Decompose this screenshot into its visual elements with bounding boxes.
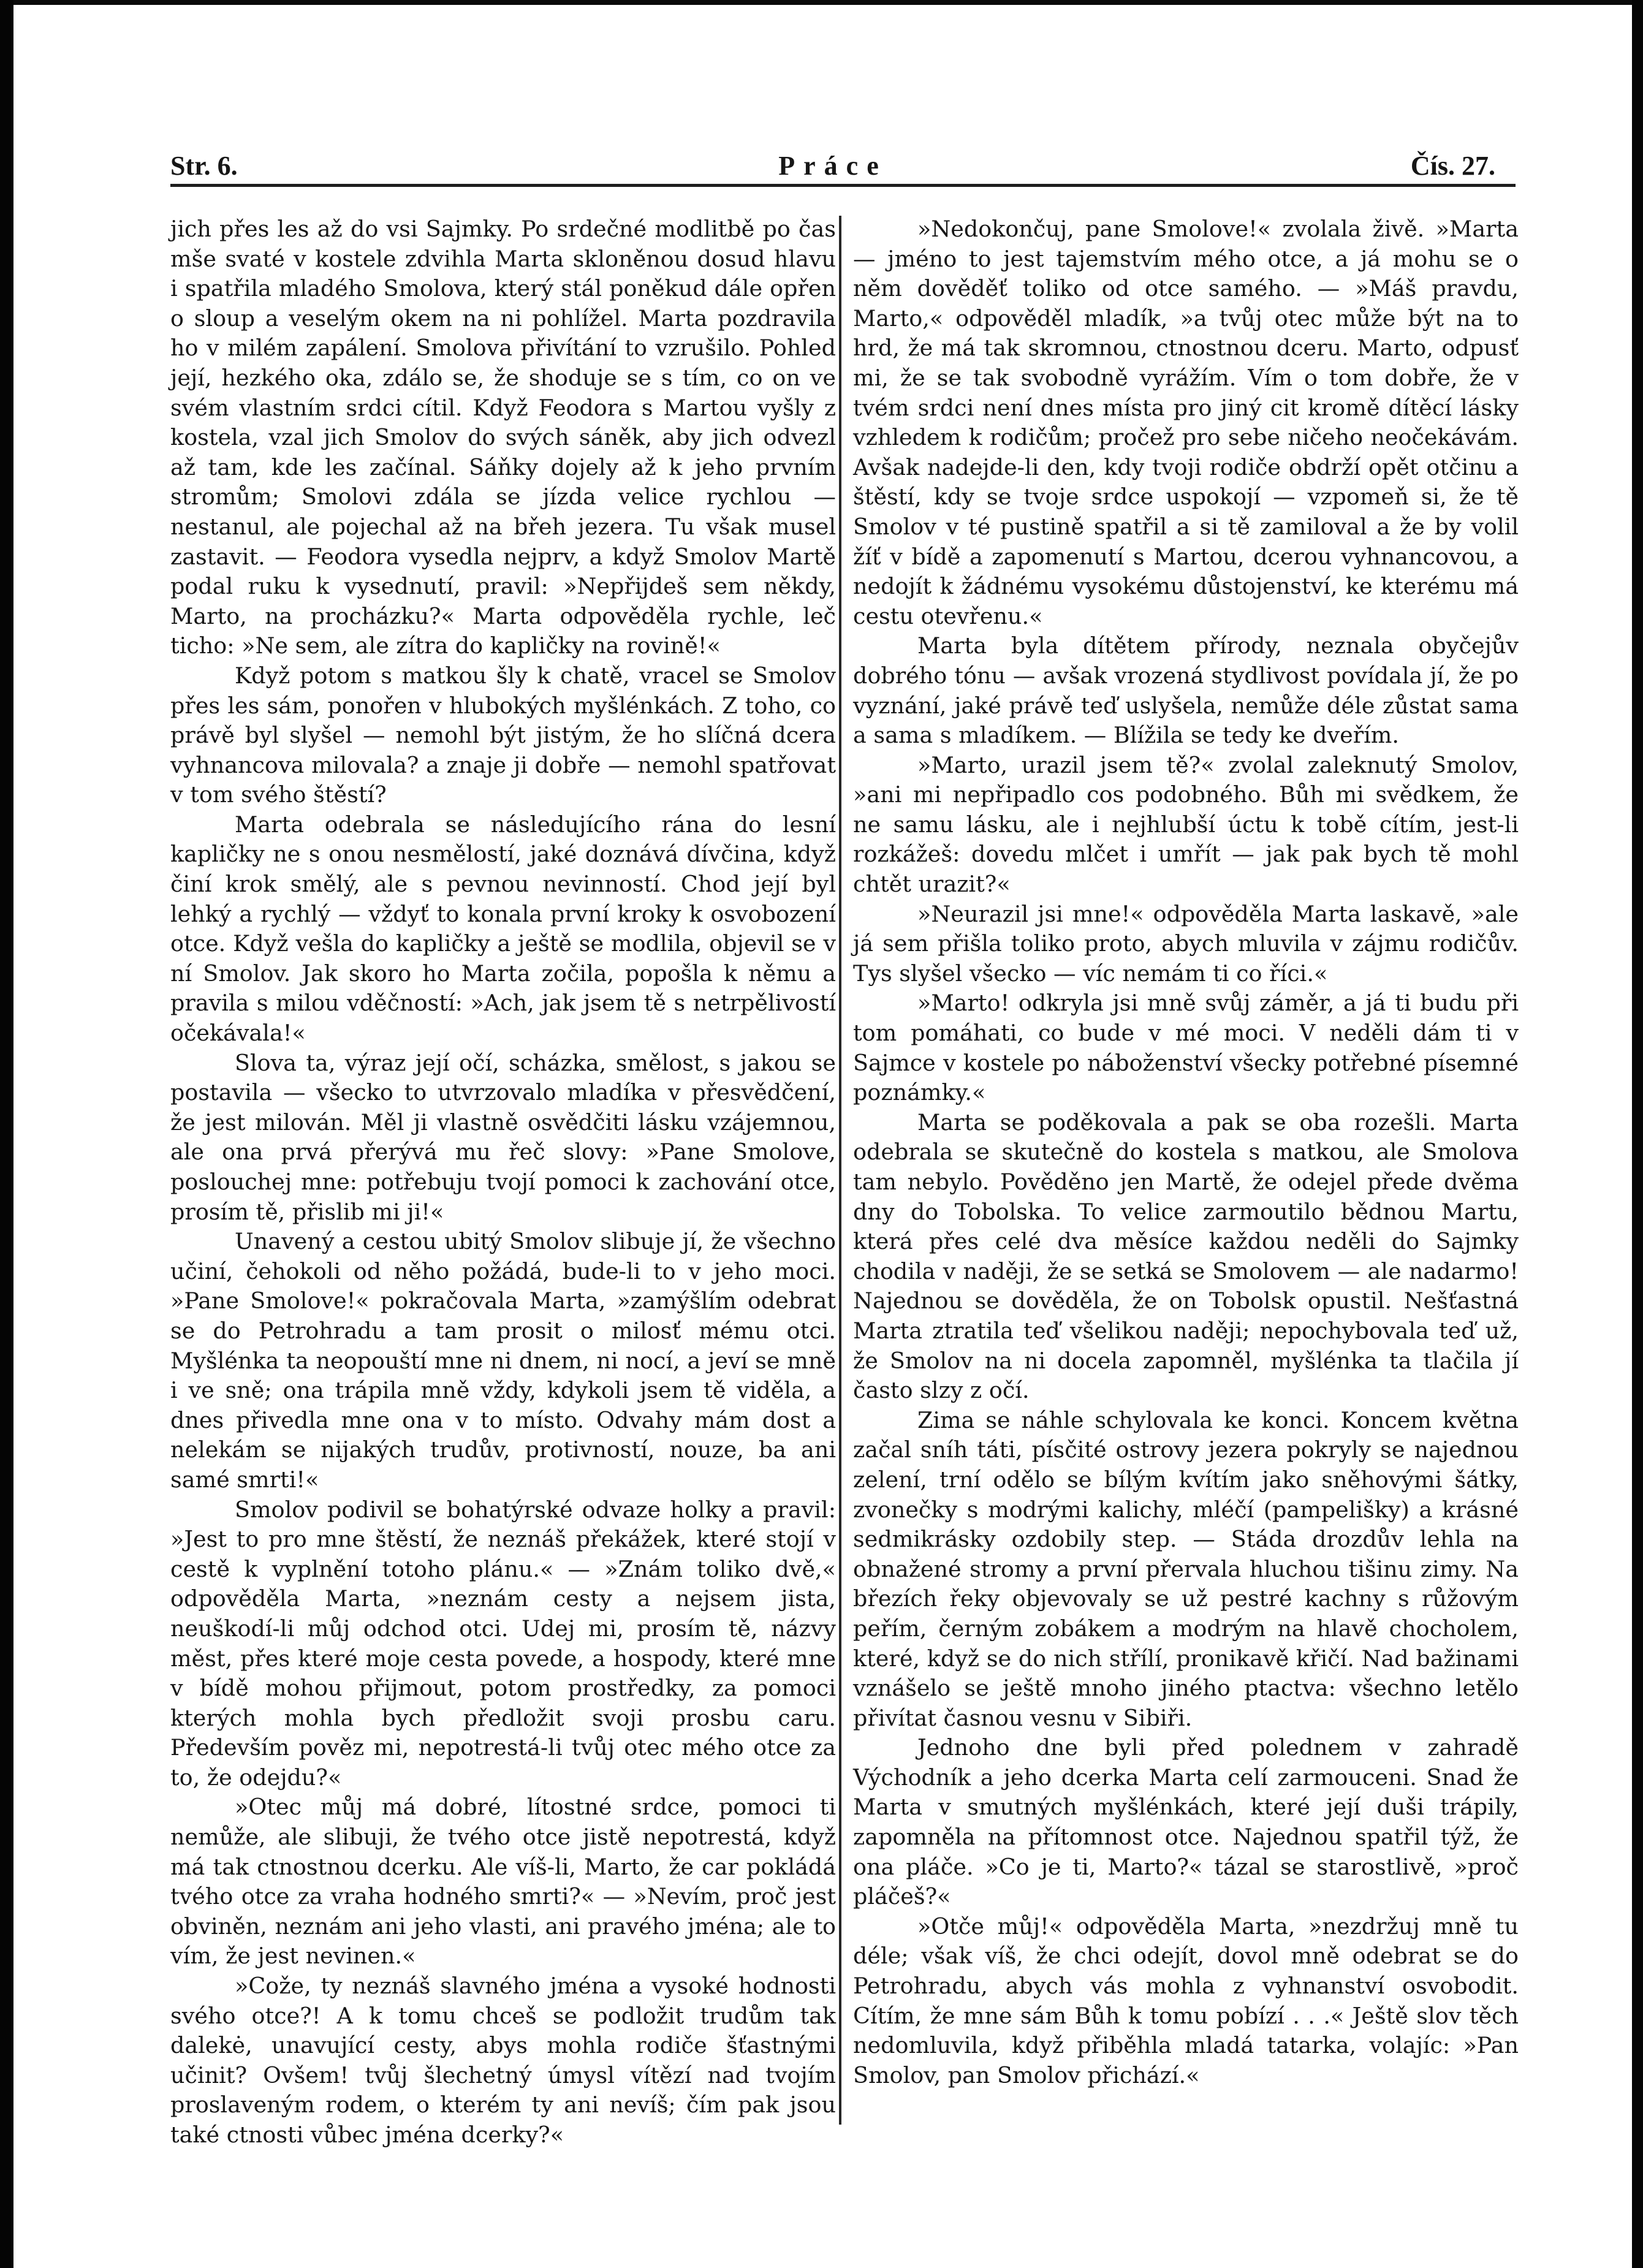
scan-left-edge (0, 0, 13, 2268)
paragraph: Slova ta, výraz její očí, scházka, smělost, s jakou se postavila — všecko to utvrzovalo mladíka v přesvědčení, že jest milován. Měl ji vlastně osvědčiti lásku vzájemnou, ale ona prvá přerývá mu řeč slovy: »Pane Smolove, poslouchej mne: potřebuju tvojí pomoci k zachování otce, prosím tě, přislib mi ji!« (170, 1049, 836, 1225)
paragraph: Zima se náhle schylovala ke konci. Koncem května začal sníh táti, písčité ostrovy jezera pokryly se najednou zelení, trní odělo se bílým kvítím jako sněhovými šátky, zvonečky s modrými kalichy, mléčí (pampelišky) a krásné sedmikrásky ozdobily step. — Stáda drozdův lehla na obnažené stromy a první přervala hluchou tišinu zimy. Na březích řeky objevovaly se už pestré kachny s růžovým peřím, černým zobákem a modrým na hlavě chocholem, které, když se do nich střílí, pronikavě křičí. Nad bažinami vznášelo se ještě mnoho jiného ptactva: všechno letělo přivítat časnou vesnu v Sibiři. (853, 1406, 1519, 1731)
paragraph: Když potom s matkou šly k chatě, vracel se Smolov přes les sám, ponořen v hlubokých myšlénkách. Z toho, co právě byl slyšel — nemohl být jistým, že ho slíčná dcera vyhnancova milovala? a znaje ji dobře — nemohl spatřovat v tom svého štěstí? (170, 662, 836, 808)
left-column (170, 214, 836, 2148)
header-rule (170, 184, 1516, 187)
issue-number: Čís. 27. (1410, 151, 1495, 181)
paragraph: Marta odebrala se následujícího rána do lesní kapličky ne s onou nesmělostí, jaké doznává dívčina, když činí krok smělý, ale s pevnou nevinností. Chod její byl lehký a rychlý — vždyť to konala první kroky k osvobození otce. Když vešla do kapličky a ještě se modlila, objevil se v ní Smolov. Jak skoro ho Marta zočila, popošla k němu a pravila s milou vděčností: »Ach, jak jsem tě s netrpělivostí očekávala!« (170, 811, 836, 1047)
paragraph: »Neurazil jsi mne!« odpověděla Marta laskavě, »ale já sem přišla toliko proto, abych mluvila v zájmu rodičův. Tys slyšel všecko — víc nemám ti co říci.« (853, 900, 1519, 987)
page-number: Str. 6. (170, 151, 238, 181)
paragraph: »Cože, ty neznáš slavného jména a vysoké hodnosti svého otce?! A k tomu chceš se podložit trudům tak dalekė, unavující cesty, abys mohla rodiče šťastnými učinit? Ovšem! tvůj šlechetný úmysl vítězí nad tvojím proslaveným rodem, o kterém ty ani nevíš; čím pak jsou také ctnosti vůbec jména dcerky?« (170, 1973, 836, 2148)
newspaper-title: Práce (778, 151, 887, 181)
paragraph: Smolov podivil se bohatýrské odvaze holky a pravil: »Jest to pro mne štěstí, že neznáš překážek, které stojí v cestě k vyplnění totoho plánu.« — »Znám toliko dvě,« odpověděla Marta, »neznám cesty a nejsem jista, neuškodí-li můj odchod otci. Udej mi, prosím tě, názvy měst, přes které moje cesta povede, a hospody, které mne v bídě mohou přijmout, potom prostředky, za pomoci kterých mohla bych předložit svoji prosbu caru. Především pověz mi, nepotrestá-li tvůj otec mého otce za to, že odejdu?« (170, 1496, 836, 1791)
paragraph: Marta byla dítětem přírody, neznala obyčejův dobrého tónu — avšak vrozená stydlivost povídala jí, že po vyznání, jaké právě teď uslyšela, nemůže déle zůstat sama a sama s mladíkem. — Blížila se tedy ke dveřím. (853, 632, 1519, 749)
paragraph: Marta se poděkovala a pak se oba rozešli. Marta odebrala se skutečně do kostela s matkou, ale Smolova tam nebylo. Pověděno jen Martě, že odejel přede dvěma dny do Tobolska. To velice zarmoutilo bědnou Martu, která přes celé dva měsíce každou neděli do Sajmky chodila v naději, že se setká se Smolovem — ale nadarmo! Najednou se dověděla, že on Tobolsk opustil. Nešťastná Marta ztratila teď všelikou naději; nepochybovala teď už, že Smolov na ni docela zapomněl, myšlénka ta tlačila jí často slzy z očí. (853, 1109, 1519, 1404)
paragraph: »Nedokončuj, pane Smolove!« zvolala živě. »Marta — jméno to jest tajemstvím mého otce, a já mohu se o něm dověděť toliko od otce samého. — »Máš pravdu, Marto,« odpověděl mladík, »a tvůj otec může být na to hrd, že má tak skromnou, ctnostnou dceru. Marto, odpusť mi, že se tak svobodně vyrážím. Vím o tom dobře, že v tvém srdci není dnes místa pro jiný cit kromě dítěcí lásky vzhledem k rodičům; pročež pro sebe ničeho neočekávám. Avšak nadejde-li den, kdy tvoji rodiče obdrží opět otčinu a štěstí, kdy se tvoje srdce uspokojí — vzpomeň si, že tě Smolov v té pustině spatřil a si tě zamiloval a že by volil žíť v bídě a zapomenutí s Martou, dcerou vyhnancovou, a nedojít k žádnému vysokému důstojenství, ke kterému má cestu otevřenu.« (853, 216, 1519, 629)
scan-right-edge (1632, 0, 1643, 2268)
paragraph: »Otec můj má dobré, lítostné srdce, pomoci ti nemůže, ale slibuji, že tvého otce jistě nepotrestá, když má tak ctnostnou dcerku. Ale víš-li, Marto, že car pokládá tvého otce za vraha hodného smrti?« — »Nevím, proč jest obviněn, neznám ani jeho vlasti, ani pravého jména; ale to vím, že jest nevinen.« (170, 1794, 836, 1970)
right-column (853, 214, 1519, 2126)
paragraph: jich přes les až do vsi Sajmky. Po srdečné modlitbě po čas mše svaté v kostele zdvihla Marta skloněnou dosud hlavu i spatřila mladého Smolova, který stál poněkud dále opřen o sloup a veselým okem na ni pohlížel. Marta pozdravila ho v milém zapálení. Smolova přivítání to vzrušilo. Pohled její, hezkého oka, zdálo se, že shoduje se s tím, co on ve svém vlastním srdci cítil. Když Feodora s Martou vyšly z kostela, vzal jich Smolov do svých sáněk, aby jich odvezl až tam, kde les začínal. Sáňky dojely až k jeho prvním stromům; Smolovi zdála se jízda velice rychlou — nestanul, ale pojechal až na břeh jezera. Tu však musel zastavit. — Feodora vysedla nejprv, a když Smolov Martě podal ruku k vysednutí, pravil: »Nepřijdeš sem někdy, Marto, na procházku?« Marta odpověděla rychle, leč ticho: »Ne sem, ale zítra do kapličky na rovině!« (170, 216, 836, 659)
paragraph: Jednoho dne byli před polednem v zahradě Východník a jeho dcerka Marta celí zarmouceni. Snad že Marta v smutných myšlénkách, které její duši trápily, zapomněla na přítomnost otce. Najednou spatřil týž, že ona pláče. »Co je ti, Marto?« tázal se starostlivě, »proč pláčeš?« (853, 1734, 1519, 1910)
page-header (170, 150, 1495, 184)
paragraph: »Marto, urazil jsem tě?« zvolal zaleknutý Smolov, »ani mi nepřipadlo cos podobného. Bůh mi svědkem, že ne samu lásku, ale i nejhlubší úctu k tobě cítím, jest-li rozkážeš: dovedu mlčet i umřít — jak pak bych tě mohl chtět urazit?« (853, 751, 1519, 898)
column-divider (839, 216, 841, 2125)
scan-top-edge (0, 0, 1643, 5)
paragraph: »Marto! odkryla jsi mně svůj záměr, a já ti budu při tom pomáhati, co bude v mé moci. V neděli dám ti v Sajmce v kostele po náboženství všecky potřebné písemné poznámky.« (853, 990, 1519, 1106)
paragraph: Unavený a cestou ubitý Smolov slibuje jí, že všechno učiní, čehokoli od něho požádá, bude-li to v jeho moci. »Pane Smolove!« pokračovala Marta, »zamýšlím odebrat se do Petrohradu a tam prosit o milosť mému otci. Myšlénka ta neopouští mne ni dnem, ni nocí, a jeví se mně i ve sně; ona trápila mně vždy, kdykoli jsem tě viděla, a dnes přivedla mne ona v to místo. Odvahy mám dost a nelekám se nijakých trudův, protivností, nouze, ba ani samé smrti!« (170, 1228, 836, 1493)
paragraph: »Otče můj!« odpověděla Marta, »nezdržuj mně tu déle; však víš, že chci odejít, dovol mně odebrat se do Petrohradu, abych vás mohla z vyhnanství osvobodit. Cítím, že mne sám Bůh k tomu pobízí . . .« Ještě slov těch nedomluvila, když přiběhla mladá tatarka, volajíc: »Pan Smolov, pan Smolov přichází.« (853, 1913, 1519, 2088)
